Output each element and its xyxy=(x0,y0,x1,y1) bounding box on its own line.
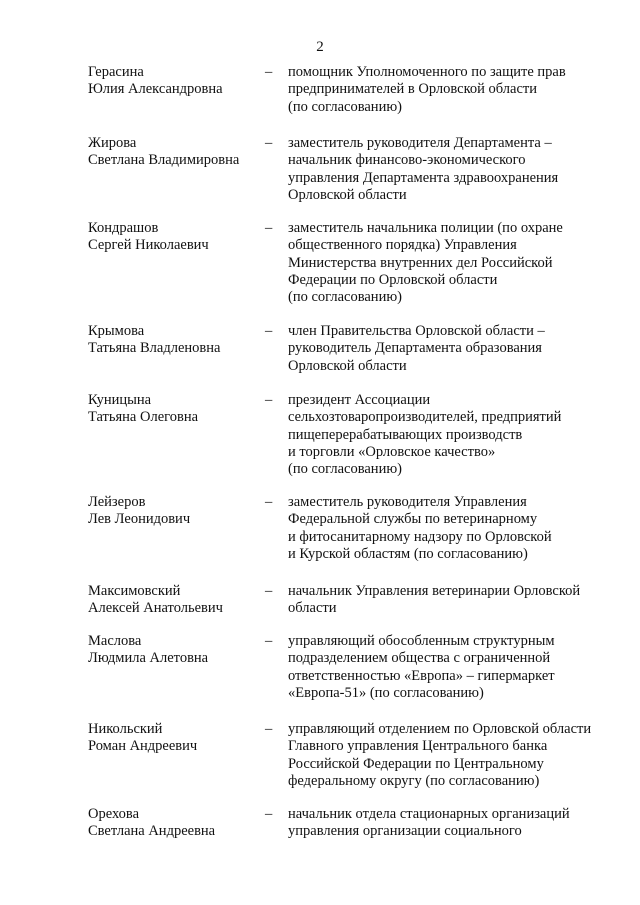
member-position xyxy=(288,64,618,116)
member-surname: Максимовский xyxy=(88,583,181,599)
member-name xyxy=(88,135,258,170)
member-name xyxy=(88,721,258,756)
member-given-names: Юлия Александровна xyxy=(88,81,223,98)
position-line: начальник отдела стационарных организаций xyxy=(288,806,570,822)
page-number: 2 xyxy=(316,39,324,55)
member-given-names: Татьяна Олеговна xyxy=(88,409,199,426)
member-name xyxy=(88,220,258,255)
entry-dash: – xyxy=(265,494,273,510)
position-line: Министерства внутренних дел Российской xyxy=(288,254,553,271)
position-line: и Курской областям (по согласованию) xyxy=(288,545,528,562)
position-line: управления Департамента здравоохранения xyxy=(288,169,559,186)
position-line: заместитель руководителя Департамента – xyxy=(288,135,552,151)
member-surname: Орехова xyxy=(88,806,140,822)
position-line: начальник финансово-экономического xyxy=(288,152,526,169)
member-surname: Никольский xyxy=(88,721,163,737)
position-line: Российской Федерации по Центральному xyxy=(288,755,544,772)
member-surname: Крымова xyxy=(88,323,145,339)
member-given-names: Сергей Николаевич xyxy=(88,237,209,254)
position-line: и фитосанитарному надзору по Орловской xyxy=(288,528,552,545)
member-given-names: Татьяна Владленовна xyxy=(88,340,221,357)
member-given-names: Светлана Владимировна xyxy=(88,152,240,169)
entry-dash: – xyxy=(265,323,273,339)
position-line: сельхозтоваропроизводителей, предприятий xyxy=(288,409,562,426)
member-surname: Кондрашов xyxy=(88,220,159,236)
member-position xyxy=(288,220,618,306)
position-line: предпринимателей в Орловской области xyxy=(288,81,537,98)
position-line: помощник Уполномоченного по защите прав xyxy=(288,64,566,80)
member-surname: Лейзеров xyxy=(88,494,146,510)
position-line: управления организации социального xyxy=(288,823,522,840)
position-line: федеральному округу (по согласованию) xyxy=(288,772,540,789)
position-line: Орловской области xyxy=(288,186,407,203)
member-given-names: Алексей Анатольевич xyxy=(88,600,223,617)
position-line: и торговли «Орловское качество» xyxy=(288,443,496,460)
position-line: общественного порядка) Управления xyxy=(288,237,517,254)
entry-dash: – xyxy=(265,220,273,236)
position-line: (по согласованию) xyxy=(288,98,402,115)
position-line: Главного управления Центрального банка xyxy=(288,738,548,755)
member-name xyxy=(88,494,258,529)
member-position xyxy=(288,806,618,841)
position-line: управляющий отделением по Орловской области xyxy=(288,721,592,737)
member-position xyxy=(288,392,618,478)
entry-dash: – xyxy=(265,392,273,408)
position-line: «Европа-51» (по согласованию) xyxy=(288,684,484,701)
member-name xyxy=(88,806,258,841)
position-line: Федеральной службы по ветеринарному xyxy=(288,511,538,528)
position-line: начальник Управления ветеринарии Орловской xyxy=(288,583,581,599)
entry-dash: – xyxy=(265,806,273,822)
entry-dash: – xyxy=(265,583,273,599)
position-line: пищеперерабатывающих производств xyxy=(288,426,523,443)
position-line: области xyxy=(288,600,337,617)
member-given-names: Людмила Алетовна xyxy=(88,650,209,667)
member-name xyxy=(88,583,258,618)
entry-dash: – xyxy=(265,721,273,737)
member-given-names: Лев Леонидович xyxy=(88,511,191,528)
member-position xyxy=(288,583,618,618)
position-line: член Правительства Орловской области – xyxy=(288,323,545,339)
position-line: Федерации по Орловской области xyxy=(288,271,498,288)
position-line: управляющий обособленным структурным xyxy=(288,633,555,649)
member-surname: Маслова xyxy=(88,633,142,649)
position-line: (по согласованию) xyxy=(288,289,402,306)
position-line: руководитель Департамента образования xyxy=(288,340,542,357)
position-line: заместитель руководителя Управления xyxy=(288,494,527,510)
member-position xyxy=(288,633,618,702)
member-position xyxy=(288,323,618,375)
member-surname: Куницына xyxy=(88,392,152,408)
entry-dash: – xyxy=(265,64,273,80)
entry-dash: – xyxy=(265,633,273,649)
member-name xyxy=(88,64,258,99)
member-position xyxy=(288,135,618,204)
position-line: (по согласованию) xyxy=(288,461,402,478)
member-name xyxy=(88,633,258,668)
member-surname: Жирова xyxy=(88,135,137,151)
entry-dash: – xyxy=(265,135,273,151)
position-line: подразделением общества с ограниченной xyxy=(288,650,551,667)
member-given-names: Светлана Андреевна xyxy=(88,823,216,840)
member-given-names: Роман Андреевич xyxy=(88,738,198,755)
member-name xyxy=(88,392,258,427)
position-line: заместитель начальника полиции (по охране xyxy=(288,220,563,236)
member-position xyxy=(288,494,618,563)
position-line: Орловской области xyxy=(288,357,407,374)
position-line: президент Ассоциации xyxy=(288,392,431,408)
position-line: ответственностью «Европа» – гипермаркет xyxy=(288,667,555,684)
member-position xyxy=(288,721,618,790)
member-surname: Герасина xyxy=(88,64,144,80)
member-name xyxy=(88,323,258,358)
